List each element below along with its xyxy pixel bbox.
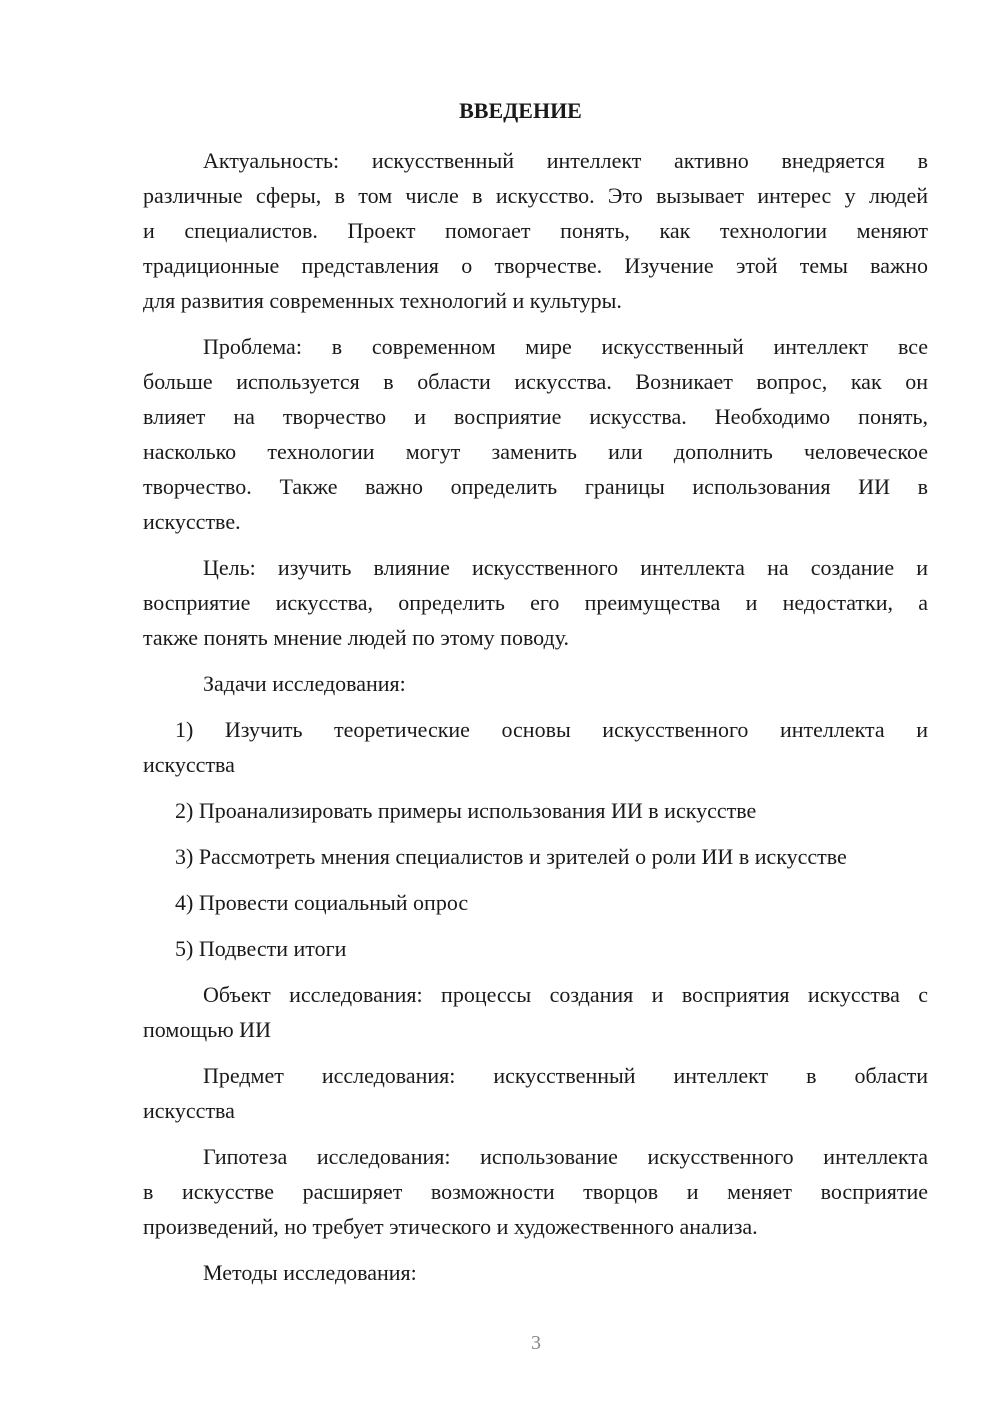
text-line: Гипотеза исследования: использование искусственного интеллекта: [203, 1144, 928, 1169]
text-line: помощью ИИ: [143, 1017, 271, 1042]
text-line: также понять мнение людей по этому поводу.: [143, 625, 570, 650]
text-line: произведений, но требует этического и художественного анализа.: [143, 1214, 758, 1239]
text-line: Объект исследования: процессы создания и восприятия искусства с: [203, 982, 928, 1007]
paragraph: [143, 1255, 928, 1290]
paragraph: [143, 977, 928, 1047]
text-line: и специалистов. Проект помогает понять, как технологии меняют: [143, 218, 928, 243]
text-line: 4) Провести социальный опрос: [175, 890, 469, 915]
text-line: традиционные представления о творчестве. Изучение этой темы важно: [143, 253, 928, 278]
task-list-item: [143, 931, 928, 966]
text-line: Методы исследования:: [203, 1260, 417, 1285]
text-line: Предмет исследования: искусственный интеллект в области: [203, 1063, 928, 1088]
text-line: для развития современных технологий и культуры.: [143, 288, 622, 313]
text-line: искусстве.: [143, 509, 241, 534]
document-page: [143, 93, 928, 1290]
text-line: восприятие искусства, определить его преимущества и недостатки, а: [143, 590, 928, 615]
text-line: 2) Проанализировать примеры использования ИИ в искусстве: [175, 798, 757, 823]
paragraph: [143, 1058, 928, 1128]
text-line: влияет на творчество и восприятие искусства. Необходимо понять,: [143, 404, 928, 429]
text-line: насколько технологии могут заменить или дополнить человеческое: [143, 439, 928, 464]
text-line: в искусстве расширяет возможности творцов и меняет восприятие: [143, 1179, 928, 1204]
task-list-item: [143, 839, 928, 874]
paragraph: [143, 1139, 928, 1244]
text-line: Актуальность: искусственный интеллект активно внедряется в: [203, 148, 928, 173]
paragraph: [143, 666, 928, 701]
task-list-item: [143, 712, 928, 782]
text-line: 1) Изучить теоретические основы искусственного интеллекта и: [175, 717, 928, 742]
text-line: 5) Подвести итоги: [175, 936, 347, 961]
text-line: различные сферы, в том числе в искусство. Это вызывает интерес у людей: [143, 183, 928, 208]
text-line: Цель: изучить влияние искусственного интеллекта на создание и: [203, 555, 928, 580]
section-title: ВВЕДЕНИЕ: [459, 98, 582, 123]
text-line: Задачи исследования:: [203, 671, 406, 696]
paragraph: [143, 329, 928, 539]
text-line: 3) Рассмотреть мнения специалистов и зрителей о роли ИИ в искусстве: [175, 844, 847, 869]
text-line: искусства: [143, 1098, 235, 1123]
text-line: больше используется в области искусства. Возникает вопрос, как он: [143, 369, 928, 394]
paragraph: [143, 143, 928, 318]
text-line: искусства: [143, 752, 235, 777]
text-line: творчество. Также важно определить границы использования ИИ в: [143, 474, 928, 499]
paragraph: [143, 550, 928, 655]
page-number: 3: [531, 1332, 541, 1354]
task-list-item: [143, 793, 928, 828]
task-list-item: [143, 885, 928, 920]
text-line: Проблема: в современном мире искусственный интеллект все: [203, 334, 928, 359]
